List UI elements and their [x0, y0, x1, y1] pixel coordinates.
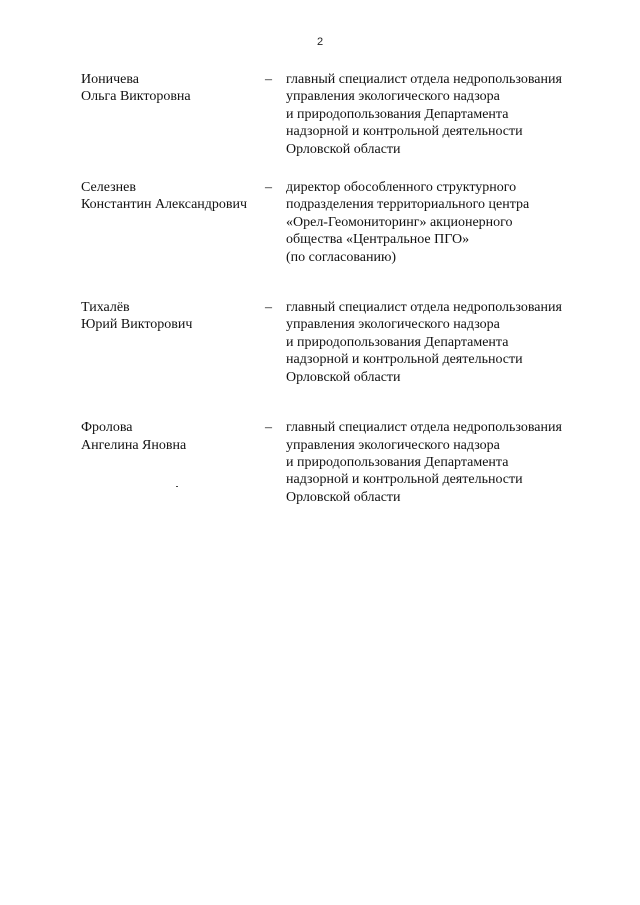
position-line: главный специалист отдела недропользования: [286, 420, 562, 436]
member-position: [286, 71, 606, 158]
member-surname: Тихалёв: [81, 300, 130, 316]
member-list: [81, 71, 611, 506]
position-line: главный специалист отдела недропользования: [286, 72, 562, 87]
scan-speck: [176, 486, 178, 487]
position-line: управления экологического надзора: [286, 317, 500, 333]
position-line: Орловской области: [286, 369, 401, 385]
position-line: общества «Центральное ПГО»: [286, 232, 470, 248]
member-position: [286, 179, 606, 266]
member-dash: –: [265, 72, 272, 87]
position-line: и природопользования Департамента: [286, 454, 509, 470]
position-line: управления экологического надзора: [286, 89, 500, 105]
member-name: [81, 419, 266, 454]
position-line: главный специалист отдела недропользования: [286, 300, 562, 316]
position-line: «Орел-Геомониторинг» акционерного: [286, 214, 513, 230]
member-dash: –: [265, 420, 272, 436]
position-line: и природопользования Департамента: [286, 334, 509, 350]
position-line: управления экологического надзора: [286, 437, 500, 453]
member-given-names: Константин Александрович: [81, 197, 248, 213]
position-line: Орловской области: [286, 141, 401, 157]
position-line: директор обособленного структурного: [286, 180, 517, 196]
position-line: надзорной и контрольной деятельности: [286, 352, 523, 368]
member-position: [286, 299, 606, 386]
position-line: подразделения территориального центра: [286, 197, 530, 213]
member-given-names: Ангелина Яновна: [81, 437, 187, 453]
member-surname: Ионичева: [81, 72, 139, 87]
member-given-names: Ольга Викторовна: [81, 89, 191, 105]
page-number: 2: [316, 36, 324, 48]
member-name: [81, 71, 266, 106]
member-dash: –: [265, 300, 272, 316]
position-line: надзорной и контрольной деятельности: [286, 472, 523, 488]
member-entry: [81, 299, 611, 386]
member-surname: Селезнев: [81, 180, 136, 196]
position-line: надзорной и контрольной деятельности: [286, 124, 523, 140]
member-name: [81, 179, 266, 214]
member-given-names: Юрий Викторович: [81, 317, 193, 333]
member-dash: –: [265, 180, 272, 196]
position-line: Орловской области: [286, 489, 401, 505]
member-entry: [81, 71, 611, 158]
member-position: [286, 419, 606, 506]
member-entry: [81, 419, 611, 506]
position-line: (по согласованию): [286, 249, 397, 265]
position-line: и природопользования Департамента: [286, 106, 509, 122]
member-surname: Фролова: [81, 420, 133, 436]
member-entry: [81, 179, 611, 266]
member-name: [81, 299, 266, 334]
